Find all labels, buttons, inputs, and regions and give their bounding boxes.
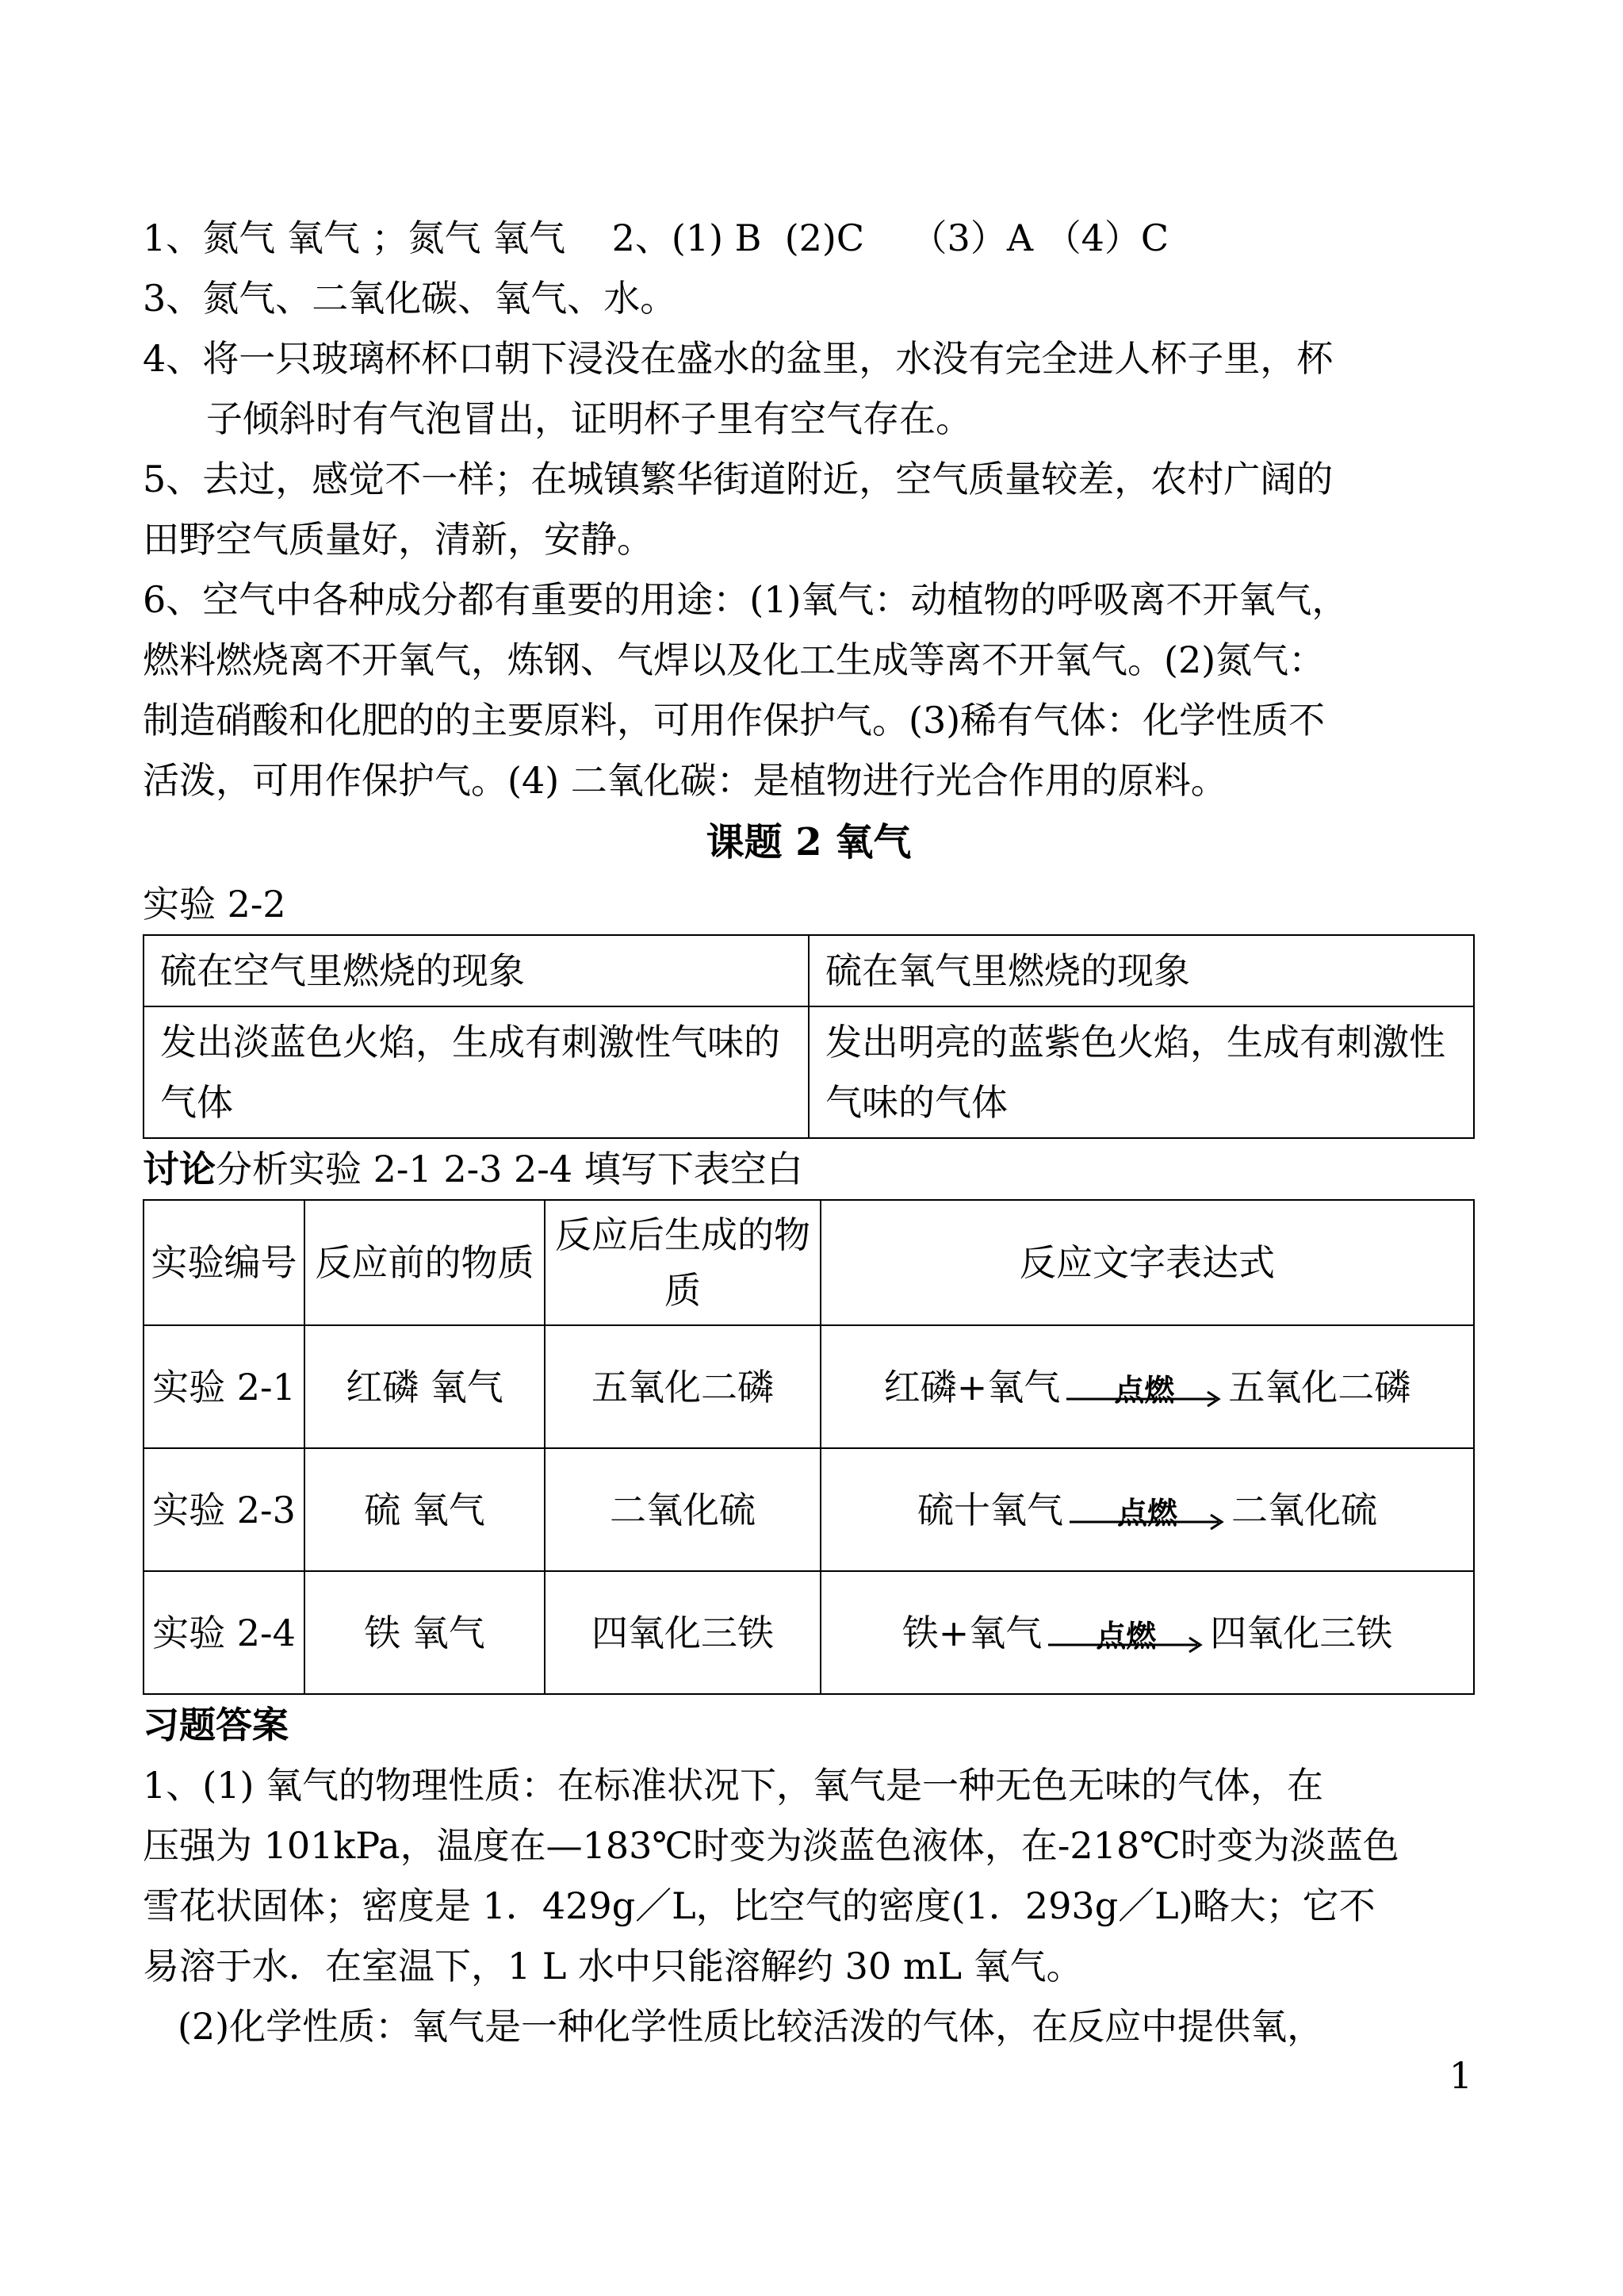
experiment-label: 实验 2-2 <box>143 883 286 926</box>
answer-line: 田野空气质量好，清新，安静。 <box>143 518 653 561</box>
equation-cell <box>821 1448 1474 1571</box>
equation-right: 四氧化三铁 <box>1210 1611 1393 1654</box>
answer-line: 3、氮气、二氧化碳、氧气、水。 <box>143 277 677 320</box>
table-row <box>144 1325 1474 1448</box>
table-cell: 四氧化三铁 <box>545 1571 821 1694</box>
answer-line: 子倾斜时有气泡冒出，证明杯子里有空气存在。 <box>206 397 972 440</box>
equation-cell <box>821 1571 1474 1694</box>
discussion-line <box>143 1139 1475 1199</box>
reaction-condition: 点燃 <box>1114 1372 1175 1408</box>
reaction-condition: 点燃 <box>1096 1618 1157 1654</box>
arrow-icon <box>1047 1635 1205 1654</box>
table-header: 硫在氧气里燃烧的现象 <box>809 935 1474 1006</box>
reaction-arrow <box>1065 1367 1223 1415</box>
answer-line: 雪花状固体；密度是 1．429g／L，比空气的密度(1．293g／L)略大；它不 <box>143 1884 1376 1927</box>
exercise-heading: 习题答案 <box>143 1704 289 1746</box>
answer-line: 1、(1) 氧气的物理性质：在标准状况下，氧气是一种无色无味的气体，在 <box>143 1764 1324 1807</box>
document-page <box>143 208 1475 2056</box>
table-header: 反应前的物质 <box>304 1200 545 1325</box>
equation-left: 铁+氧气 <box>901 1611 1043 1654</box>
answer-line: 燃料燃烧离不开氧气，炼钢、气焊以及化工生成等离不开氧气。(2)氮气： <box>143 638 1326 681</box>
table-header: 反应后生成的物质 <box>545 1200 821 1325</box>
table-row <box>144 1571 1474 1694</box>
word-equation <box>884 1359 1411 1415</box>
answer-line: 6、空气中各种成分都有重要的用途：(1)氧气：动植物的呼吸离不开氧气， <box>143 578 1349 621</box>
table-cell: 实验 2-3 <box>144 1448 304 1571</box>
reaction-arrow <box>1068 1490 1227 1538</box>
answer-line: 制造硝酸和化肥的的主要原料，可用作保护气。(3)稀有气体：化学性质不 <box>143 699 1326 742</box>
answer-line: 易溶于水．在室温下，1 L 水中只能溶解约 30 mL 氧气。 <box>143 1945 1083 1987</box>
answer-line: (2)化学性质：氧气是一种化学性质比较活泼的气体，在反应中提供氧， <box>178 2005 1324 2048</box>
table-cell: 红磷 氧气 <box>304 1325 545 1448</box>
reaction-arrow <box>1047 1613 1205 1661</box>
table-row <box>144 1448 1474 1571</box>
page-number: 1 <box>1449 2054 1472 2097</box>
equation-right: 二氧化硫 <box>1231 1488 1377 1531</box>
equation-left: 硫十氧气 <box>917 1488 1063 1531</box>
answer-line: 活泼，可用作保护气。(4) 二氧化碳：是植物进行光合作用的原料。 <box>143 759 1227 802</box>
arrow-icon <box>1065 1389 1223 1409</box>
table-header: 反应文字表达式 <box>821 1200 1474 1325</box>
answer-line: 压强为 101kPa，温度在—183℃时变为淡蓝色液体，在-218℃时变为淡蓝色 <box>143 1824 1399 1867</box>
reaction-condition: 点燃 <box>1116 1495 1177 1531</box>
discussion-label: 讨论 <box>143 1148 216 1190</box>
word-equation <box>902 1605 1393 1661</box>
equation-cell <box>821 1325 1474 1448</box>
table-cell: 实验 2-1 <box>144 1325 304 1448</box>
word-equation <box>917 1482 1377 1538</box>
answer-line: 5、去过，感觉不一样；在城镇繁华街道附近，空气质量较差，农村广阔的 <box>143 458 1334 500</box>
answer-line: 1、氮气 氧气 ；氮气 氧气 2、(1) B (2)C （3）A （4）C <box>143 217 1169 259</box>
equation-right: 五氧化二磷 <box>1228 1365 1411 1409</box>
table-header: 实验编号 <box>144 1200 304 1325</box>
table-header: 硫在空气里燃烧的现象 <box>144 935 809 1006</box>
equation-left: 红磷+氧气 <box>883 1365 1061 1409</box>
table-cell: 硫 氧气 <box>304 1448 545 1571</box>
table-cell: 实验 2-4 <box>144 1571 304 1694</box>
sulfur-combustion-table <box>143 934 1475 1139</box>
discussion-text: 分析实验 2-1 2-3 2-4 填写下表空白 <box>216 1148 803 1190</box>
arrow-icon <box>1068 1512 1227 1531</box>
table-cell: 发出明亮的蓝紫色火焰，生成有刺激性气味的气体 <box>809 1006 1474 1138</box>
reaction-table <box>143 1199 1475 1695</box>
table-cell: 二氧化硫 <box>545 1448 821 1571</box>
answer-line: 4、将一只玻璃杯杯口朝下浸没在盛水的盆里，水没有完全进人杯子里，杯 <box>143 337 1334 380</box>
lesson-title: 课题 2 氧气 <box>706 820 912 864</box>
table-cell: 发出淡蓝色火焰，生成有刺激性气味的气体 <box>144 1006 809 1138</box>
table-cell: 五氧化二磷 <box>545 1325 821 1448</box>
table-cell: 铁 氧气 <box>304 1571 545 1694</box>
